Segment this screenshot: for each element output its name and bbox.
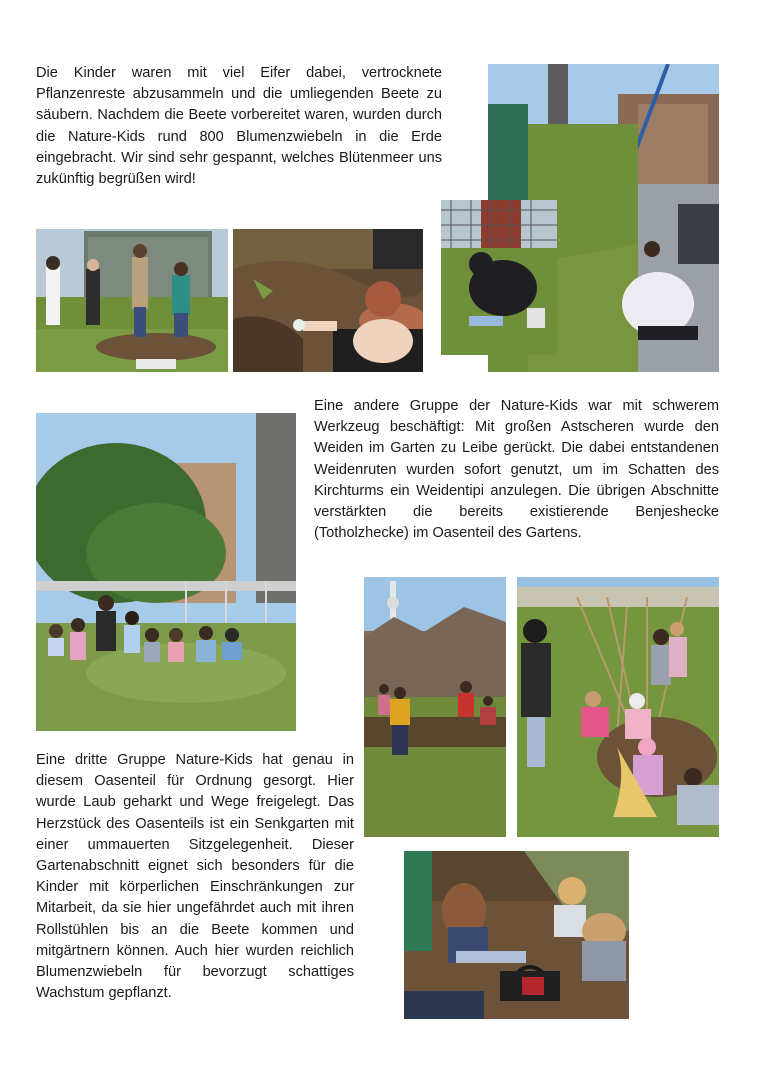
photo-girl-weeding	[441, 200, 557, 355]
photo-children-by-wall	[364, 577, 506, 837]
photo-woman-planting	[233, 229, 423, 372]
paragraph-willow-tipi: Eine andere Gruppe der Nature-Kids war mit schwerem Werkzeug beschäftigt: Mit großen Astscheren wurde den Weiden im Garten zu Leibe gerückt. Die dabei entstandenen Weidenruten wurden sofort genutzt, um im Schatten des Kirchturms ein Weidentipi anzulegen. Die übrigen Abschnitte verstärkten die bereits existierende Benjeshecke (Totholzhecke) im Oasenteil des Gartens.	[314, 398, 719, 542]
photo-willow-tipi	[517, 577, 719, 837]
photo-kids-digging	[36, 229, 228, 372]
photo-sunken-garden	[404, 851, 629, 1019]
paragraph-flower-bulbs: Die Kinder waren mit viel Eifer dabei, vertrocknete Pflanzenreste abzusammeln und die umliegenden Beete zu säubern. Nachdem die Beete vorbereitet waren, wurden durch die Nature-Kids rund 800 Blumenzwiebeln in die Erde eingebracht. Wir sind sehr gespannt, welches Blütenmeer uns zukünftig begrüßen wird!	[36, 65, 442, 188]
photo-children-circle	[36, 413, 296, 731]
paragraph-sunken-garden: Eine dritte Gruppe Nature-Kids hat genau in diesem Oasenteil für Ordnung gesorgt. Hier wurde Laub geharkt und Wege freigelegt. Das Herzstück des Oasenteils ist ein Senkgarten mit einer ummauerten Sitzgelegenheit. Dieser Gartenabschnitt eignet sich besonders für die Kinder mit körperlichen Einschränkungen zur Mitarbeit, da sie hier ungefährdet auch mit ihren Rollstühlen bis an die Beete kommen und mitgärtnern können. Auch hier wurden reichlich Blumenzwiebeln für bevorzugt schattiges Wachstum gepflanzt.	[36, 752, 354, 1002]
